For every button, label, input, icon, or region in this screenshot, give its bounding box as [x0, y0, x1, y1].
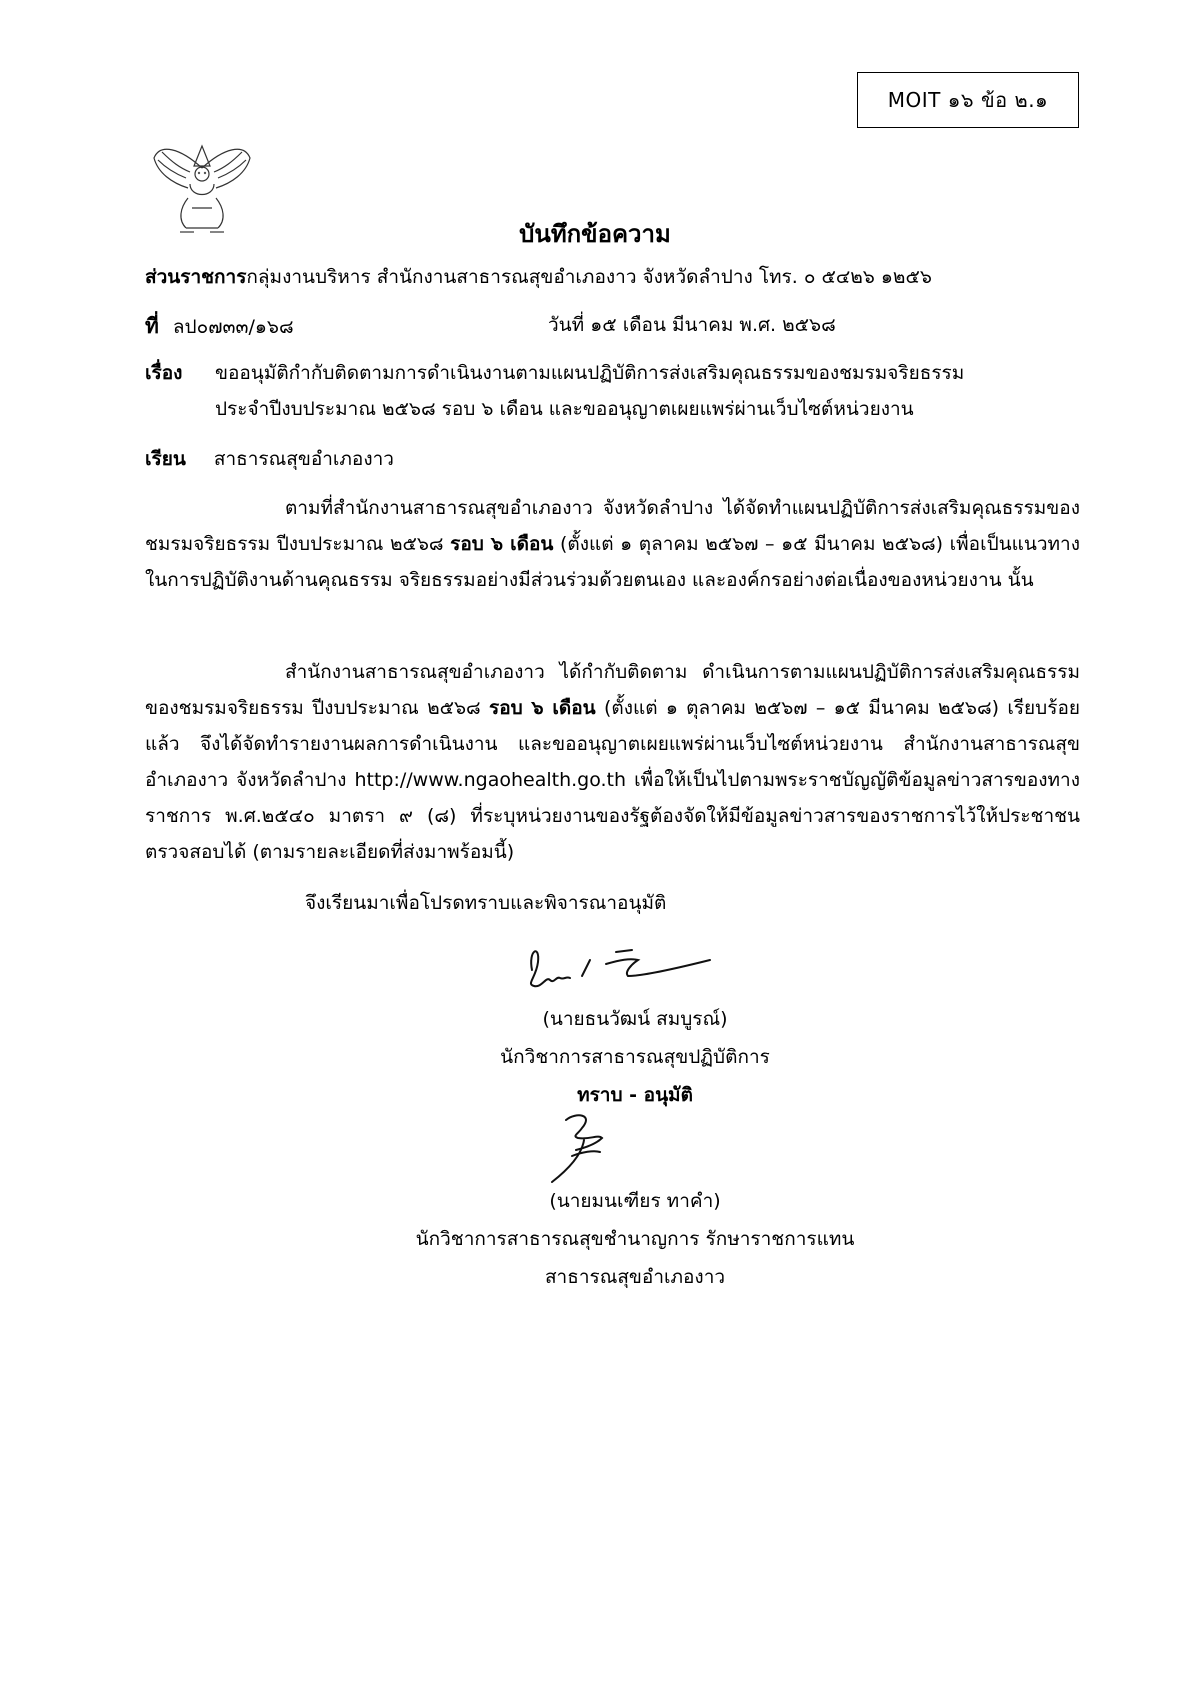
subject-line-2: ประจำปีงบประมาณ ๒๕๖๘ รอบ ๖ เดือน และขออนุญาตเผยแพร่ผ่านเว็บไซต์หน่วยงาน	[215, 398, 914, 420]
salutation-value: สาธารณสุขอำเภองาว	[213, 448, 394, 470]
signature-2	[542, 1110, 632, 1190]
agency-value: กลุ่มงานบริหาร สำนักงานสาธารณสุขอำเภองาว จังหวัดลำปาง โทร. ๐ ๕๔๒๖ ๑๒๕๖	[246, 266, 932, 288]
subject-label: เรื่อง	[145, 362, 183, 384]
subject-line-1: ขออนุมัติกำกับติดตามการดำเนินงานตามแผนปฏิบัติการส่งเสริมคุณธรรมของชมรมจริยธรรม	[215, 362, 965, 384]
signature-1	[520, 930, 720, 1000]
signer-2-office: สาธารณสุขอำเภองาว	[544, 1266, 726, 1288]
subject-label-wrap	[145, 358, 182, 388]
page-title: บันทึกข้อความ	[519, 220, 671, 248]
paragraph-1	[145, 490, 1080, 598]
signer-1-position: นักวิชาการสาธารณสุขปฏิบัติการ	[500, 1046, 770, 1068]
signer-2-name: (นายมนเฑียร ทาคำ)	[549, 1190, 721, 1212]
salutation-line	[145, 444, 394, 474]
paragraph-2-text-b: (ตั้งแต่ ๑ ตุลาคม ๒๕๖๗ – ๑๕ มีนาคม ๒๕๖๘) เรียบร้อยแล้ว จึงได้จัดทำรายงานผลการดำเนินงาน และขออนุญาตเผยแพร่ผ่านเว็บไซต์หน่วยงาน สำนักงานสาธารณสุข อำเภองาว จังหวัดลำปาง http://www.ngaohealth.go.th เพื่อให้เป็นไปตามพระราชบัญญัติข้อมูลข่าวสารของทางราชการ พ.ศ.๒๕๔๐ มาตรา ๙ (๘) ที่ระบุหน่วยงานของรัฐต้องจัดให้มีข้อมูลข่าวสารของราชการไว้ให้ประชาชนตรวจสอบได้ (ตามรายละเอียดที่ส่งมาพร้อมนี้)	[145, 697, 1080, 863]
approval-text: ทราบ - อนุมัติ	[577, 1084, 693, 1106]
doc-date: วันที่ ๑๕ เดือน มีนาคม พ.ศ. ๒๕๖๘	[548, 314, 836, 336]
doc-number-line	[145, 310, 294, 343]
paragraph-1-text-a: ตามที่สำนักงานสาธารณสุขอำเภองาว จังหวัดลำปาง ได้จัดทำแผนปฏิบัติการส่งเสริมคุณธรรมของชมรมจริยธรรม ปีงบประมาณ ๒๕๖๘	[145, 497, 1080, 555]
reference-box	[857, 72, 1079, 128]
agency-label: ส่วนราชการ	[145, 266, 247, 288]
salutation-label: เรียน	[145, 448, 186, 470]
doc-number-value: ลป๐๗๓๓/๑๖๘	[172, 316, 294, 338]
paragraph-1-bold: รอบ ๖ เดือน	[450, 533, 554, 555]
agency-line	[145, 262, 932, 292]
closing-line: จึงเรียนมาเพื่อโปรดทราบและพิจารณาอนุมัติ	[305, 892, 667, 914]
signer-1-name: (นายธนวัฒน์ สมบูรณ์)	[542, 1008, 728, 1030]
paragraph-2-text-a: สำนักงานสาธารณสุขอำเภองาว ได้กำกับติดตาม ดำเนินการตามแผนปฏิบัติการส่งเสริมคุณธรรมของชมรมจริยธรรม ปีงบประมาณ ๒๕๖๘	[145, 661, 1080, 719]
paragraph-2	[145, 654, 1080, 870]
paragraph-1-text-b: (ตั้งแต่ ๑ ตุลาคม ๒๕๖๗ – ๑๕ มีนาคม ๒๕๖๘) เพื่อเป็นแนวทางในการปฏิบัติงานด้านคุณธรรม จริยธรรมอย่างมีส่วนร่วมด้วยตนเอง และองค์กรอย่างต่อเนื่องของหน่วยงาน นั้น	[145, 533, 1080, 591]
doc-number-label: ที่	[145, 314, 159, 338]
signer-2-position: นักวิชาการสาธารณสุขชำนาญการ รักษาราชการแทน	[415, 1228, 855, 1250]
paragraph-2-bold: รอบ ๖ เดือน	[488, 697, 596, 719]
reference-text: MOIT ๑๖ ข้อ ๒.๑	[887, 88, 1049, 112]
